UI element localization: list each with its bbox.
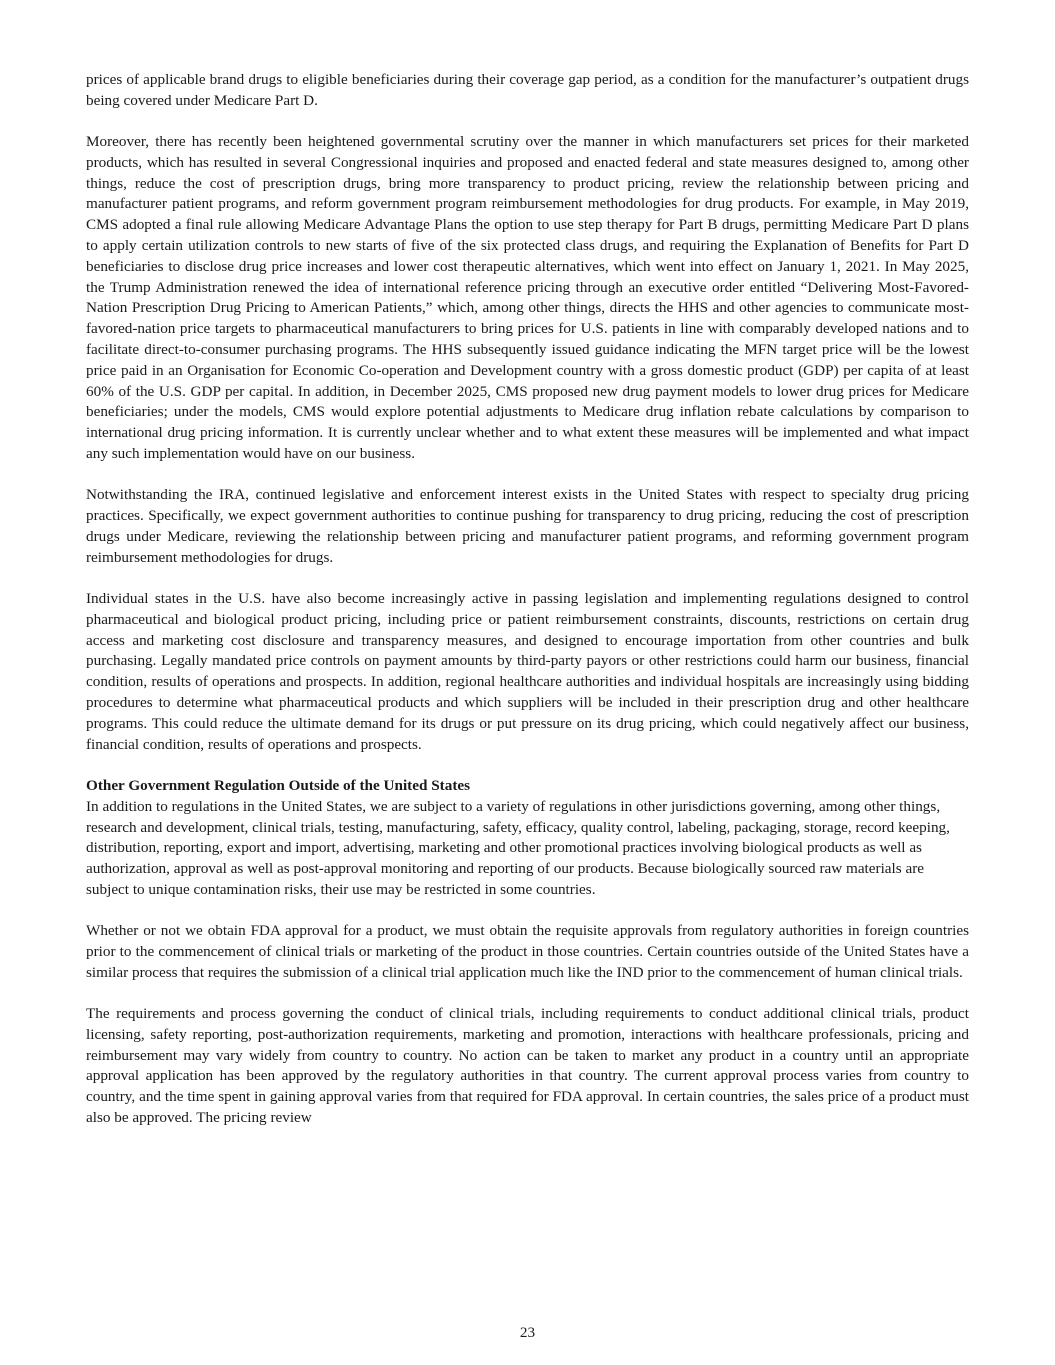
paragraph-clinical-trial-requirements: The requirements and process governing the conduct of clinical trials, including requirements to conduct additional clinical trials, product licensing, safety reporting, post-authorization requirements, marketing and promotion, interactions with healthcare professionals, pricing and reimbursement may vary widely from country to country. No action can be taken to market any product in a country until an appropriate approval application has been approved by the regulatory authorities in that country. The current approval process varies from country to country, and the time spent in gaining approval varies from that required for FDA approval. In certain countries, the sales price of a product must also be approved. The pricing review — [86, 1005, 969, 1127]
paragraph-other-jurisdictions: In addition to regulations in the United States, we are subject to a variety of regulations in other jurisdictions governing, among other things, research and development, clinical trials, testing, manufacturing, safety, efficacy, quality control, labeling, packaging, storage, record keeping, distribution, reporting, export and import, advertising, marketing and other promotional practices involving biological products as well as authorization, approval as well as post-approval monitoring and reporting of our products. Because biologically sourced raw materials are subject to unique contamination risks, their use may be restricted in some countries. — [86, 797, 950, 898]
paragraph-ira-legislative-interest: Notwithstanding the IRA, continued legislative and enforcement interest exists in the United States with respect to specialty drug pricing practices. Specifically, we expect government authorities to continue pushing for transparency to drug pricing, reducing the cost of prescription drugs under Medicare, reviewing the relationship between pricing and manufacturer patient programs, and reforming government program reimbursement methodologies for drugs. — [86, 486, 969, 566]
paragraph-governmental-scrutiny: Moreover, there has recently been heightened governmental scrutiny over the manner in which manufacturers set prices for their marketed products, which has resulted in several Congressional inquiries and proposed and enacted federal and state measures designed to, among other things, reduce the cost of prescription drugs, bring more transparency to product pricing, review the relationship between pricing and manufacturer patient programs, and reform government program reimbursement methodologies for drug products. For example, in May 2019, CMS adopted a final rule allowing Medicare Advantage Plans the option to use step therapy for Part B drugs, permitting Medicare Part D plans to apply certain utilization controls to new starts of five of the six protected class drugs, and requiring the Explanation of Benefits for Part D beneficiaries to disclose drug price increases and lower cost therapeutic alternatives, which went into effect on January 1, 2021. In May 2025, the Trump Administration renewed the idea of international reference pricing through an executive order entitled “Delivering Most-Favored-Nation Prescription Drug Pricing to American Patients,” which, among other things, directs the HHS and other agencies to communicate most-favored-nation price targets to pharmaceutical manufacturers to bring prices for U.S. patients in line with comparably developed nations and to facilitate direct-to-consumer purchasing programs. The HHS subsequently issued guidance indicating the MFN target price will be the lowest price paid in an Organisation for Economic Co-operation and Development country with a gross domestic product (GDP) per capita of at least 60% of the U.S. GDP per capital. In addition, in December 2025, CMS proposed new drug payment models to lower drug prices for Medicare beneficiaries; under the models, CMS would explore potential adjustments to Medicare drug inflation rebate calculations by comparison to international drug pricing information. It is currently unclear whether and to what extent these measures will be implemented and what impact any such implementation would have on our business. — [86, 133, 969, 463]
paragraph-foreign-approvals: Whether or not we obtain FDA approval for a product, we must obtain the requisite approvals from regulatory authorities in foreign countries prior to the commencement of clinical trials or marketing of the product in those countries. Certain countries outside of the United States have a similar process that requires the submission of a clinical trial application much like the IND prior to the commencement of human clinical trials. — [86, 922, 969, 981]
paragraph-state-legislation: Individual states in the U.S. have also become increasingly active in passing legislation and implementing regulations designed to control pharmaceutical and biological product pricing, including price or patient reimbursement constraints, discounts, restrictions on certain drug access and marketing cost disclosure and transparency measures, and designed to encourage importation from other countries and bulk purchasing. Legally mandated price controls on payment amounts by third-party payors or other restrictions could harm our business, financial condition, results of operations and prospects. In addition, regional healthcare authorities and individual hospitals are increasingly using bidding procedures to determine what pharmaceutical products and which suppliers will be included in their prescription drug and other healthcare programs. This could reduce the ultimate demand for its drugs or put pressure on its drug pricing, which could negatively affect our business, financial condition, results of operations and prospects. — [86, 590, 969, 753]
document-page — [86, 70, 969, 1149]
section-heading: Other Government Regulation Outside of the United States — [86, 776, 471, 794]
paragraph-coverage-gap: prices of applicable brand drugs to eligible beneficiaries during their coverage gap period, as a condition for the manufacturer’s outpatient drugs being covered under Medicare Part D. — [86, 71, 969, 109]
page-number: 23 — [519, 1324, 536, 1341]
